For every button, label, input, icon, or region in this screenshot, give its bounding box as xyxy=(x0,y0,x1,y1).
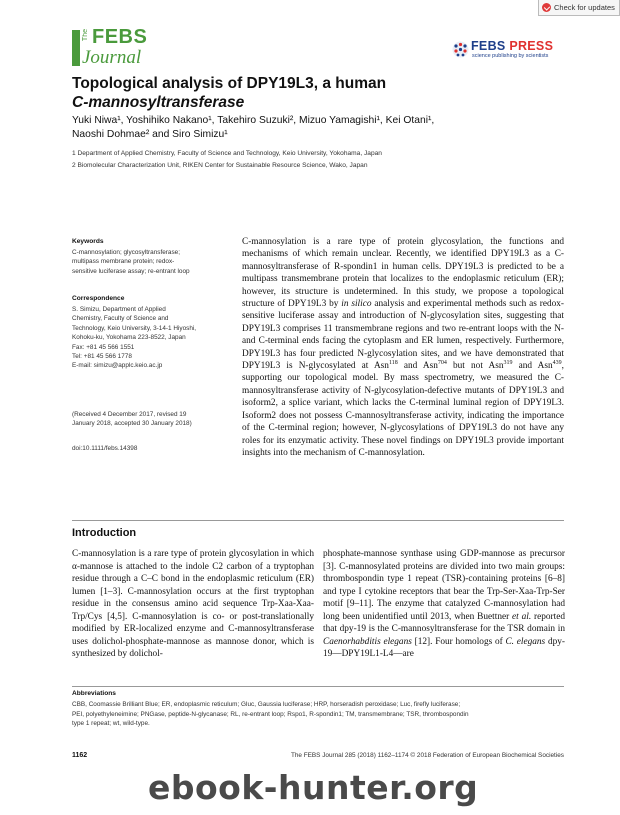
authors-line-2: Naoshi Dohmae² and Siro Simizu¹ xyxy=(72,129,228,140)
abstract-text: C-mannosylation is a rare type of protein glycosylation, the functions and mechanisms of which remain unclear. Recently, we identified DPY19L3 as a C-mannosyltransferase of R-spondin1 in human cells. DPY19L3 is predicted to be a multipass transmembrane protein that localizes to the endoplasmic reticulum (ER); however, its structure is undetermined. In this study, we propose a topological structure of DPY19L3 by xyxy=(242,237,564,310)
abstract xyxy=(242,236,564,459)
keywords-text xyxy=(72,248,230,276)
press-tagline: science publishing by scientists xyxy=(472,53,549,59)
intro-text: [12]. Four homologs of xyxy=(411,636,506,647)
correspondence-text xyxy=(72,305,232,371)
article-title xyxy=(72,74,542,112)
correspondence-line: Kohoku-ku, Yokohama 223-8522, Japan xyxy=(72,334,186,342)
intro-column-2 xyxy=(323,548,565,661)
affiliation-1: 1 Department of Applied Chemistry, Faculty of Science and Technology, Keio University, Yokohama, Japan xyxy=(72,150,382,157)
febs-press-logo xyxy=(452,39,572,63)
residue-sup: 118 xyxy=(388,359,398,366)
correspondence-tel: Tel: +81 45 566 1778 xyxy=(72,353,132,361)
intro-column-1: C-mannosylation is a rare type of protein glycosylation in which α-mannose is attached to the indole C2 carbon of a tryptophan residue through a C–C bond in the endoplasmic reticulum (ER) lumen [1–3]. C-mannosylation occurs at the first tryptophan residue in the consensus amino acid sequence Trp-Xaa-Xaa-Trp/Cys [4,5]. C-mannosylation is co- or post-translationally modified by ER-localized enzyme and C-mannosyltransferase uses dolichol-phosphate-mannose as mannose donor, which is synthesized by dolichol- xyxy=(72,549,314,659)
intro-text: dpy-19—DPY19L1-L4—are xyxy=(323,636,565,659)
intro-text: phosphate-mannose synthase using GDP-mannose as precursor [3]. C-mannosylated proteins are divided into two main groups: thrombospondin type 1 repeat (TSR)-containing proteins [6–8] and type I cytokine receptors that bear the Trp-Ser-Xaa-Trp-Ser motif [9–11]. The enzyme that catalyzed C-mannosylation had long been unidentified until 2013, when Buettner xyxy=(323,549,565,622)
abbreviations-divider xyxy=(72,686,564,687)
logo-journal: Journal xyxy=(82,47,142,68)
authors-line-1: Yuki Niwa¹, Yoshihiko Nakano¹, Takehiro Suzuki², Mizuo Yamagishi¹, Kei Otani¹, xyxy=(72,115,435,126)
abstract-italic: in silico xyxy=(341,299,372,310)
correspondence-heading: Correspondence xyxy=(72,295,125,302)
abbreviations-text xyxy=(72,700,564,729)
abstract-text: , supporting our topological model. By mass spectrometry, we measured the C-mannosyltransferase activity of N-glycosylation-defective mutants of DPY19L3 and isoform2, a splice variant, which lacks the C-terminal luminal region of DPY19L3. Isoform2 does not possess C-mannosyltransferase activity, indicating the importance of the C-terminal region; however, N-glycosylations of DPY19L3 do not have any roles for its enzymatic activity. These novel findings on DPY19L3 provide important insights into the mechanism of C-mannosylation. xyxy=(242,361,564,458)
watermark: ebook-hunter.org xyxy=(148,768,479,807)
abstract-text: and Asn xyxy=(397,361,438,372)
page-number: 1162 xyxy=(72,752,88,759)
affiliations xyxy=(72,148,542,171)
abbreviations-heading: Abbreviations xyxy=(72,690,116,697)
logo-bar xyxy=(72,30,80,66)
keywords-line: multipass membrane protein; redox- xyxy=(72,258,175,266)
keywords-line: sensitive luciferase assay; re-entrant loop xyxy=(72,267,190,275)
febs-press-mark-icon xyxy=(452,41,469,58)
keywords-line: C-mannosylation; glycosyltransferase; xyxy=(72,249,180,256)
received-dates xyxy=(72,410,232,429)
title-line-1: Topological analysis of DPY19L3, a human xyxy=(72,75,387,92)
abbreviations-line: CBB, Coomassie Brilliant Blue; ER, endoplasmic reticulum; Gluc, Gaussia luciferase; HRP, horseradish peroxidase; Luc, firefly luciferase; xyxy=(72,701,461,708)
logo-the: The xyxy=(82,29,89,42)
doi[interactable]: doi:10.1111/febs.14398 xyxy=(72,445,138,452)
check-icon xyxy=(542,3,551,12)
correspondence-email[interactable]: E-mail: simizu@applc.keio.ac.jp xyxy=(72,362,163,370)
received-line: (Received 4 December 2017, revised 19 xyxy=(72,411,187,418)
affiliation-2: 2 Biomolecular Characterization Unit, RIKEN Center for Sustainable Resource Science, Wako, Japan xyxy=(72,161,368,169)
residue-sup: 439 xyxy=(552,359,562,366)
correspondence-line: S. Simizu, Department of Applied xyxy=(72,306,166,313)
abstract-text: but not Asn xyxy=(446,361,504,372)
introduction-heading: Introduction xyxy=(72,527,137,539)
keywords-heading: Keywords xyxy=(72,238,104,245)
abstract-text: analysis and experimental methods such as redox-sensitive luciferase assay and introduction of N-glycosylation sites, suggesting that DPY19L3 comprises 11 transmembrane regions and two re-entrant loops with the N- and C-terminal ends facing the cytoplasm and ER lumen, respectively. Furthermore, DPY19L3 has four predicted N-glycosylation sites, and we have demonstrated that DPY19L3 is N-glycosylated at Asn xyxy=(242,299,564,372)
intro-italic: et al. xyxy=(512,611,532,622)
intro-italic: Caenorhabditis elegans xyxy=(323,636,412,647)
authors xyxy=(72,114,542,142)
residue-sup: 319 xyxy=(503,359,513,366)
intro-divider xyxy=(72,520,564,521)
footer-citation: The FEBS Journal 285 (2018) 1162–1174 © 2018 Federation of European Biochemical Societies xyxy=(290,752,564,759)
febs-journal-logo xyxy=(72,27,152,71)
abbreviations-line: PEI, polyethyleneimine; PNGase, peptide-N-glycanase; RL, re-entrant loop; Rspo1, R-spondin1; TM, transmembrane; TSR, thrombospondin xyxy=(72,710,469,718)
correspondence-line: Chemistry, Faculty of Science and xyxy=(72,315,169,323)
received-line: January 2018, accepted 30 January 2018) xyxy=(72,420,192,428)
correspondence-line: Technology, Keio University, 3-14-1 Hiyoshi, xyxy=(72,324,197,332)
check-for-updates-badge[interactable] xyxy=(538,0,620,16)
correspondence-fax: Fax: +81 45 566 1551 xyxy=(72,343,135,351)
residue-sup: 704 xyxy=(437,359,447,366)
intro-text: reported that dpy-19 is the C-mannosyltransferase for the TSR domain in xyxy=(323,611,565,634)
abbreviations-line: type 1 repeat; wt, wild-type. xyxy=(72,720,150,727)
logo-febs: FEBS xyxy=(92,26,148,48)
intro-italic: C. elegans xyxy=(505,636,546,647)
check-for-updates-label: Check for updates xyxy=(554,3,615,12)
title-line-2: C-mannosyltransferase xyxy=(72,94,245,111)
abstract-text: and Asn xyxy=(512,361,553,372)
press-name: FEBS PRESS xyxy=(471,39,554,53)
